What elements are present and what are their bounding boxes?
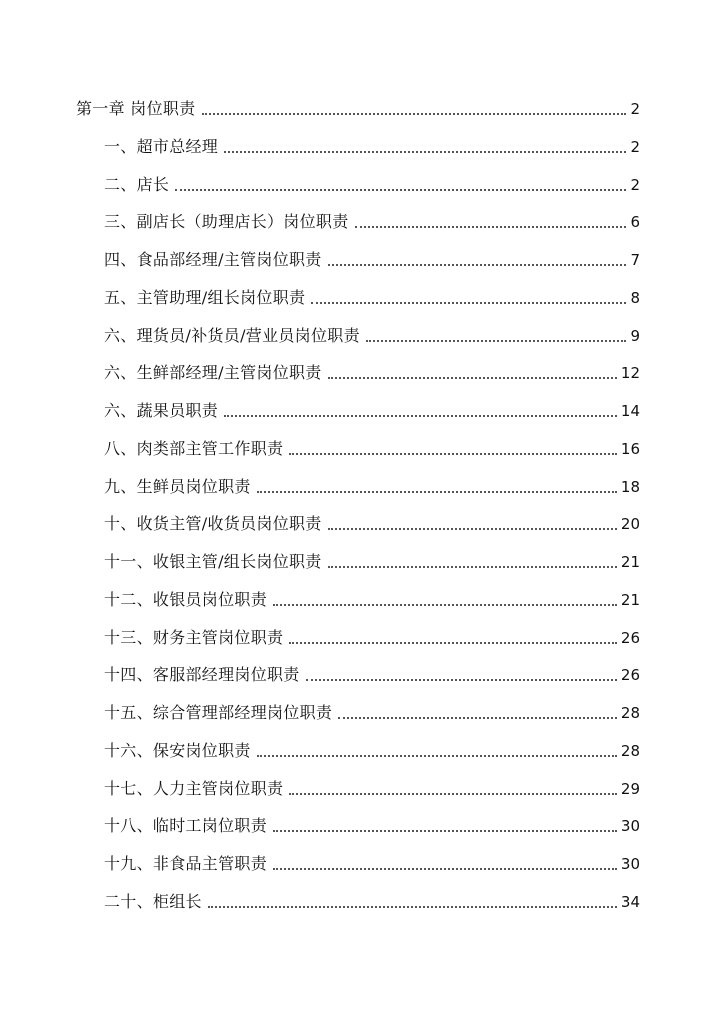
toc-entry-page: 29	[620, 780, 640, 798]
toc-entry-page: 7	[630, 251, 640, 269]
toc-leader-dots	[224, 415, 617, 417]
toc-entry[interactable]	[104, 659, 640, 685]
toc-entry-page: 2	[630, 138, 640, 156]
toc-leader-dots	[224, 151, 626, 153]
toc-entry-title: 六、理货员/补货员/营业员岗位职责	[104, 326, 360, 345]
toc-entry[interactable]	[104, 471, 640, 497]
toc-entry-page: 34	[620, 893, 640, 911]
toc-leader-dots	[273, 604, 617, 606]
toc-entry-page: 12	[620, 364, 640, 382]
toc-entry-title: 十、收货主管/收货员岗位职责	[104, 514, 322, 533]
toc-entry[interactable]	[104, 697, 640, 723]
toc-entry-title: 九、生鲜员岗位职责	[104, 477, 251, 496]
toc-entry-title: 一、超市总经理	[104, 137, 219, 156]
toc-leader-dots	[328, 264, 627, 266]
toc-leader-dots	[338, 717, 617, 719]
toc-entry[interactable]	[104, 584, 640, 610]
toc-entry-title: 二十、柜组长	[104, 892, 202, 911]
toc-leader-dots	[328, 377, 617, 379]
toc-leader-dots	[289, 793, 617, 795]
toc-entry-page: 28	[620, 704, 640, 722]
toc-entry[interactable]	[104, 282, 640, 308]
toc-entry-title: 第一章 岗位职责	[76, 99, 196, 118]
toc-entry-page: 9	[630, 327, 640, 345]
toc-entry-title: 六、生鲜部经理/主管岗位职责	[104, 363, 322, 382]
toc-leader-dots	[273, 868, 617, 870]
toc-entry-page: 6	[630, 213, 640, 231]
toc-entry[interactable]	[104, 169, 640, 195]
toc-entry-title: 十一、收银主管/组长岗位职责	[104, 552, 322, 571]
toc-entry-title: 四、食品部经理/主管岗位职责	[104, 250, 322, 269]
toc-leader-dots	[257, 491, 617, 493]
toc-entry[interactable]	[104, 848, 640, 874]
toc-entry-title: 八、肉类部主管工作职责	[104, 439, 284, 458]
toc-entry-title: 十八、临时工岗位职责	[104, 816, 268, 835]
toc-entry[interactable]	[104, 886, 640, 912]
toc-leader-dots	[202, 113, 627, 115]
toc-entry[interactable]	[104, 131, 640, 157]
toc-entry-page: 30	[620, 817, 640, 835]
toc-entry[interactable]	[104, 357, 640, 383]
toc-entry[interactable]	[104, 508, 640, 534]
toc-entry[interactable]	[104, 244, 640, 270]
toc-entry-title: 六、蔬果员职责	[104, 401, 219, 420]
toc-entry[interactable]	[104, 735, 640, 761]
toc-entry-page: 20	[620, 515, 640, 533]
toc-leader-dots	[328, 528, 617, 530]
toc-leader-dots	[306, 679, 617, 681]
toc-entry-page: 18	[620, 478, 640, 496]
toc-entry-page: 21	[620, 553, 640, 571]
toc-entry-page: 26	[620, 666, 640, 684]
toc-entry-page: 2	[630, 100, 640, 118]
toc-entry-page: 28	[620, 742, 640, 760]
toc-entry-title: 十六、保安岗位职责	[104, 741, 251, 760]
toc-leader-dots	[175, 189, 626, 191]
toc-entry-page: 2	[630, 176, 640, 194]
toc-leader-dots	[289, 453, 617, 455]
toc-leader-dots	[257, 755, 617, 757]
toc-entry-page: 8	[630, 289, 640, 307]
toc-entry-title: 十九、非食品主管职责	[104, 854, 268, 873]
toc-entry-page: 14	[620, 402, 640, 420]
toc-entry-page: 26	[620, 629, 640, 647]
toc-entry-page: 16	[620, 440, 640, 458]
toc-leader-dots	[328, 566, 617, 568]
toc-entry[interactable]	[104, 206, 640, 232]
toc-leader-dots	[289, 642, 617, 644]
toc-entry[interactable]	[104, 810, 640, 836]
toc-leader-dots	[208, 906, 617, 908]
toc-entry-title: 十二、收银员岗位职责	[104, 590, 268, 609]
toc-entry-title: 十七、人力主管岗位职责	[104, 779, 284, 798]
toc-entry-title: 十三、财务主管岗位职责	[104, 628, 284, 647]
toc-entry[interactable]	[104, 395, 640, 421]
toc-entry-page: 21	[620, 591, 640, 609]
toc-entry[interactable]	[104, 320, 640, 346]
toc-entry-title: 五、主管助理/组长岗位职责	[104, 288, 306, 307]
toc-entry[interactable]	[104, 433, 640, 459]
toc-entry-title: 三、副店长（助理店长）岗位职责	[104, 212, 349, 231]
toc-entry[interactable]	[104, 773, 640, 799]
toc-entry[interactable]	[104, 622, 640, 648]
toc-leader-dots	[273, 830, 617, 832]
toc-entry-title: 十四、客服部经理岗位职责	[104, 665, 300, 684]
toc-entry-chapter-1[interactable]	[76, 93, 640, 119]
toc-entry-page: 30	[620, 855, 640, 873]
toc-entry-title: 十五、综合管理部经理岗位职责	[104, 703, 333, 722]
toc-leader-dots	[366, 340, 627, 342]
toc-entry-title: 二、店长	[104, 175, 170, 194]
toc-leader-dots	[355, 226, 627, 228]
toc-entry[interactable]	[104, 546, 640, 572]
toc-leader-dots	[311, 302, 626, 304]
